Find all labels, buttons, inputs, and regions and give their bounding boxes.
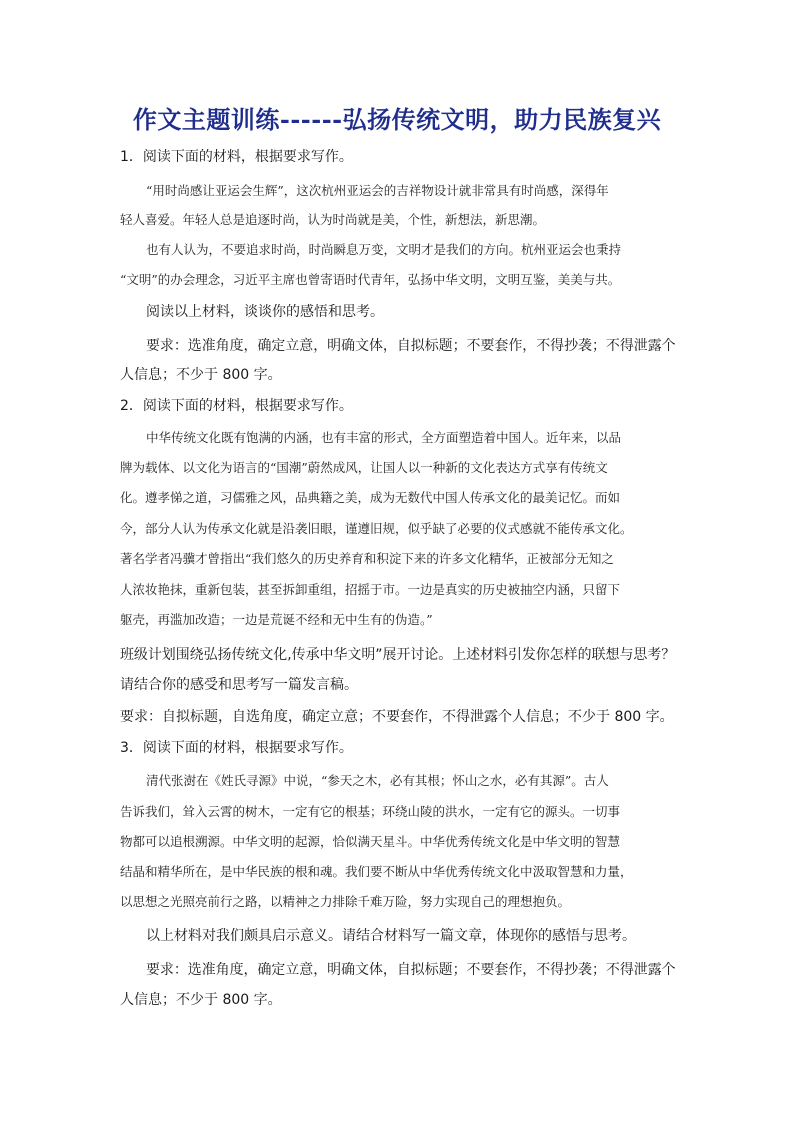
question-1-material-line: “文明”的办会理念，习近平主席也曾寄语时代青年，弘扬中华文明，文明互鉴，美美与共。 [120, 272, 621, 287]
question-3-material-line: 结晶和精华所在，是中华民族的根和魂。我们要不断从中华优秀传统文化中汲取智慧和力量， [120, 864, 633, 879]
question-2-requirement: 要求：自拟标题，自选角度，确定立意；不要套作，不得泄露个人信息；不少于 800 字。 [120, 709, 674, 725]
question-2-material-line: 中华传统文化既有饱满的内涵，也有丰富的形式，全方面塑造着中国人。近年来，以品 [146, 430, 622, 445]
question-3-material-line: 以思想之光照亮前行之路，以精神之力排除千难万险，努力实现自己的理想抱负。 [120, 894, 571, 909]
question-1-heading: 1．阅读下面的材料，根据要求写作。 [120, 149, 353, 165]
question-1-prompt: 阅读以上材料，谈谈你的感悟和思考。 [146, 304, 384, 320]
question-3-material-line: 清代张澍在《姓氏寻源》中说，“参天之木，必有其根；怀山之水，必有其源”。古人 [146, 773, 609, 788]
question-2-material-line: 著名学者冯骥才曾指出“我们悠久的历史养育和积淀下来的许多文化精华，正被部分无知之 [120, 551, 614, 566]
question-1-requirement: 人信息；不少于 800 字。 [120, 367, 282, 383]
question-1-material-line: “用时尚感让亚运会生辉”，这次杭州亚运会的吉祥物设计就非常具有时尚感，深得年 [146, 183, 609, 198]
question-2-material-line: 躯壳，再滥加改造；一边是荒诞不经和无中生有的伪造。” [120, 612, 433, 627]
question-2-material-line: 化。遵孝悌之道，习儒雅之风，品典籍之美，成为无数代中国人传承文化的最美记忆。而如 [120, 490, 621, 505]
question-3-prompt: 以上材料对我们颇具启示意义。请结合材料写一篇文章，体现你的感悟与思考。 [146, 928, 636, 944]
question-2-prompt: 请结合你的感受和思考写一篇发言稿。 [120, 677, 358, 693]
question-3-heading: 3．阅读下面的材料，根据要求写作。 [120, 740, 353, 756]
question-3-requirement: 人信息；不少于 800 字。 [120, 992, 282, 1008]
page-title: 作文主题训练------弘扬传统文明，助力民族复兴 [132, 105, 662, 134]
question-1-material-line: 也有人认为，不要追求时尚，时尚瞬息万变，文明才是我们的方向。杭州亚运会也秉持 [146, 242, 622, 257]
question-1-requirement: 要求：选准角度，确定立意，明确文体，自拟标题；不要套作，不得抄袭；不得泄露个 [146, 338, 676, 354]
question-2-material-line: 今，部分人认为传承文化就是沿袭旧眼，谨遵旧规，似乎缺了必要的仪式感就不能传承文化。 [120, 521, 633, 536]
question-3-material-line: 告诉我们，耸入云霄的树木，一定有它的根基；环绕山陵的洪水，一定有它的源头。一切事 [120, 804, 621, 819]
question-2-heading: 2．阅读下面的材料，根据要求写作。 [120, 398, 353, 414]
question-2-material-line: 牌为载体、以文化为语言的“国潮”蔚然成风，让国人以一种新的文化表达方式享有传统文 [120, 460, 608, 475]
question-3-requirement: 要求：选准角度，确定立意，明确文体，自拟标题；不要套作，不得抄袭；不得泄露个 [146, 962, 676, 978]
question-2-material-line: 人浓妆艳抹，重新包装，甚至拆卸重组，招摇于市。一边是真实的历史被抽空内涵，只留下 [120, 582, 621, 597]
question-1-material-line: 轻人喜爱。年轻人总是追逐时尚，认为时尚就是美，个性，新想法，新思潮。 [120, 212, 546, 227]
question-2-prompt: 班级计划围绕弘扬传统文化,传承中华文明”展开讨论。上述材料引发你怎样的联想与思考？ [120, 647, 676, 663]
question-3-material-line: 物都可以追根溯源。中华文明的起源，恰似满天星斗。中华优秀传统文化是中华文明的智慧 [120, 834, 621, 849]
